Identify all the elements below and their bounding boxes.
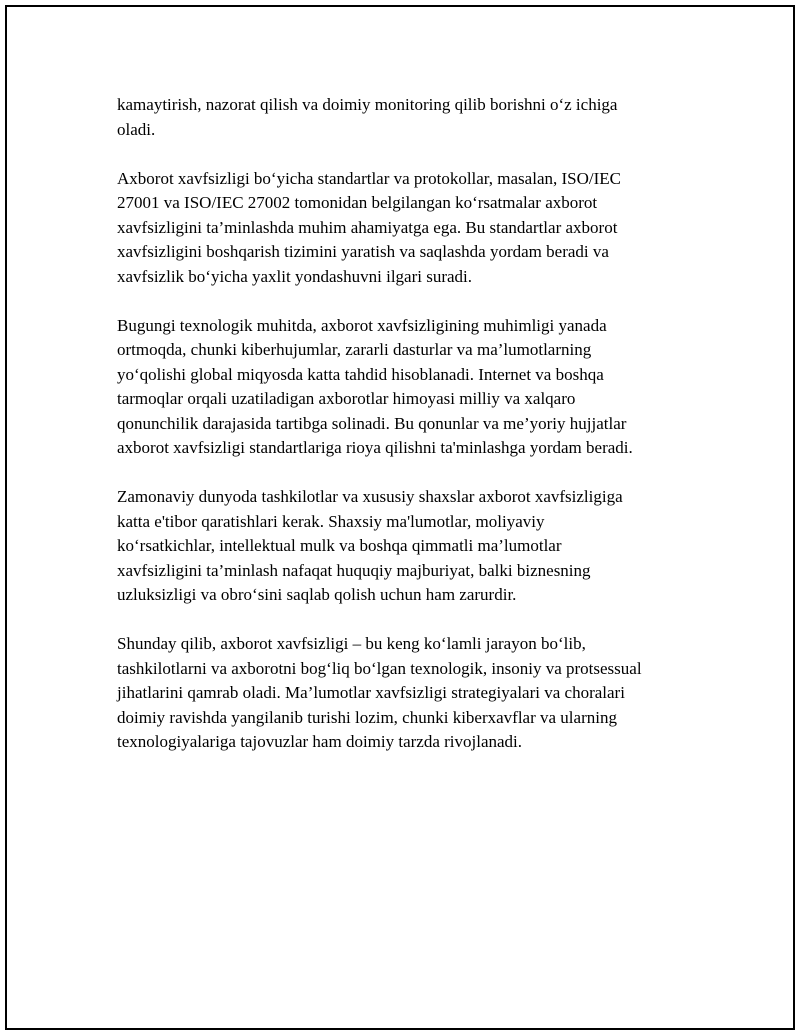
paragraph: Shunday qilib, axborot xavfsizligi – bu keng ko‘lamli jarayon bo‘lib, tashkilotlarni va axborotni bog‘liq bo‘lgan texnologik, insoniy va protsessual jihatlarini qamrab oladi. Ma’lumotlar xavfsizligi strategiyalari va choralari doimiy ravishda yangilanib turishi lozim, chunki kiberxavflar va ularning texnologiyalariga tajovuzlar ham doimiy tarzda rivojlanadi. xyxy=(117,634,642,751)
document-body xyxy=(117,93,697,779)
paragraph: Bugungi texnologik muhitda, axborot xavfsizligining muhimligi yanada ortmoqda, chunki kiberhujumlar, zararli dasturlar va ma’lumotlarning yo‘qolishi global miqyosda katta tahdid hisoblanadi. Internet va boshqa tarmoqlar orqali uzatiladigan axborotlar himoyasi milliy va xalqaro qonunchilik darajasida tartibga solinadi. Bu qonunlar va me’yoriy hujjatlar axborot xavfsizligi standartlariga rioya qilishni ta'minlashga yordam beradi. xyxy=(117,315,633,457)
paragraph: kamaytirish, nazorat qilish va doimiy monitoring qilib borishni o‘z ichiga oladi. xyxy=(117,95,618,139)
paragraph: Axborot xavfsizligi bo‘yicha standartlar va protokollar, masalan, ISO/IEC 27001 va ISO/IEC 27002 tomonidan belgilangan ko‘rsatmalar axborot xavfsizligini ta’minlashda muhim ahamiyatga ega. Bu standartlar axborot xavfsizligini boshqarish tizimini yaratish va saqlashda yordam beradi va xavfsizlik bo‘yicha yaxlit yondashuvni ilgari suradi. xyxy=(117,168,621,286)
paragraph: Zamonaviy dunyoda tashkilotlar va xususiy shaxslar axborot xavfsizligiga katta e'tibor qaratishlari kerak. Shaxsiy ma'lumotlar, moliyaviy ko‘rsatkichlar, intellektual mulk va boshqa qimmatli ma’lumotlar xavfsizligini ta’minlash nafaqat huquqiy majburiyat, balki biznesning uzluksizligi va obro‘sini saqlab qolish uchun ham zarurdir. xyxy=(117,487,623,604)
